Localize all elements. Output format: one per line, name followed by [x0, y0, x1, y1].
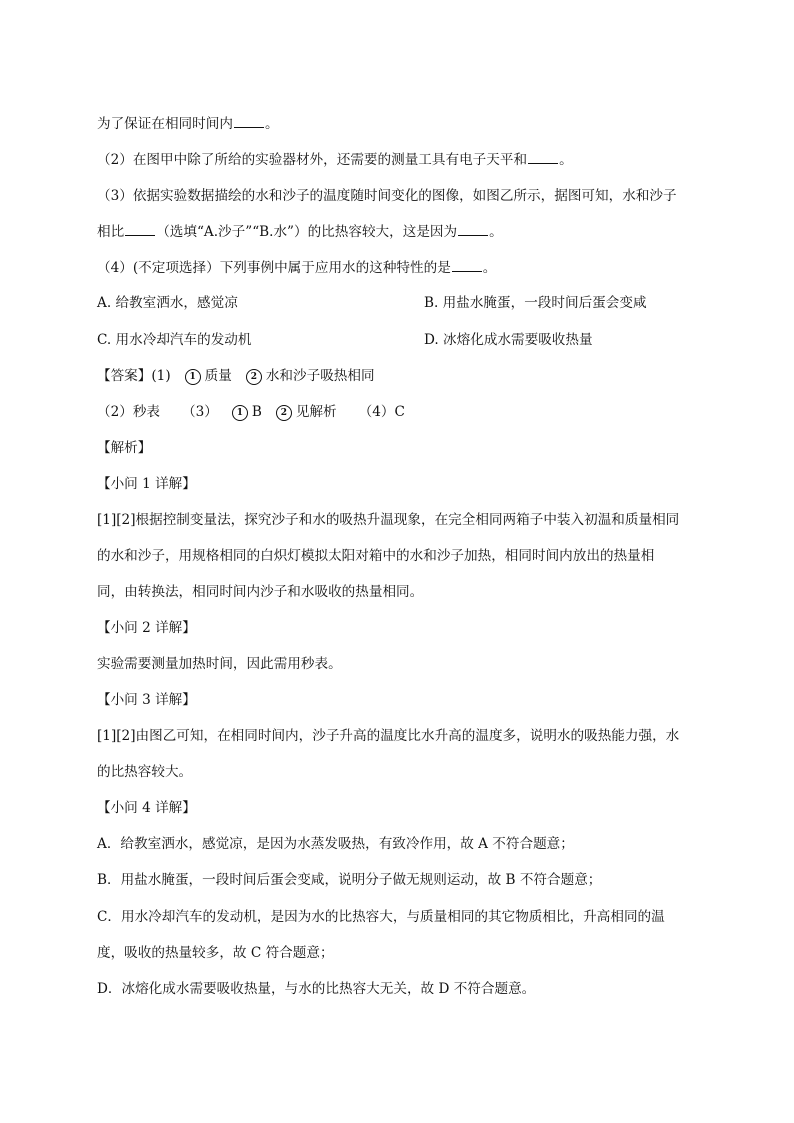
answer-blank [458, 222, 488, 236]
section-4-c-1: C．用水冷却汽车的发动机，是因为水的比热容大，与质量相同的其它物质相比，升高相同的温 [97, 909, 665, 925]
question-3-line-1: （3）依据实验数据描绘的水和沙子的温度随时间变化的图像，如图乙所示，据图可知，水和沙子 [97, 188, 677, 204]
section-2-title: 【小问 2 详解】 [97, 620, 196, 636]
q2-text: （2）在图甲中除了所给的实验器材外，还需要的测量工具有电子天平和 [97, 152, 528, 168]
section-3-line-1: [1][2]由图乙可知，在相同时间内，沙子升高的温度比水升高的温度多，说明水的吸热能力强，水 [97, 728, 680, 744]
answer-blank [125, 222, 155, 236]
answer-blank [234, 114, 264, 128]
answer-label: 【答案】 [97, 368, 152, 384]
question-1-tail: 为了保证在相同时间内 。 [97, 116, 279, 132]
circled-number: 1 [232, 405, 248, 421]
section-1-line-1: [1][2]根据控制变量法，探究沙子和水的吸热升温现象，在完全相同两箱子中装入初温和质量相同 [97, 512, 680, 528]
section-1-line-3: 同，由转换法，相同时间内沙子和水吸收的热量相同。 [97, 584, 424, 600]
question-3-line-2: 相比 （选填“A.沙子”“B.水”）的比热容较大，这是因为 。 [97, 224, 503, 240]
section-2-line-1: 实验需要测量加热时间，因此需用秒表。 [97, 656, 342, 672]
question-2: （2）在图甲中除了所给的实验器材外，还需要的测量工具有电子天平和 。 [97, 152, 573, 168]
circled-number: 2 [246, 369, 262, 385]
section-4-c-2: 度，吸收的热量较多，故 C 符合题意； [97, 945, 334, 961]
answer-line-2: （2）秒表 （3） 1 B 2 见解析 （4）C [97, 404, 405, 420]
option-d: D. 冰熔化成水需要吸收热量 [424, 332, 593, 348]
section-4-d: D．冰熔化成水需要吸收热量，与水的比热容大无关，故 D 不符合题意。 [97, 981, 536, 997]
q1-text: 为了保证在相同时间内 [97, 116, 233, 132]
section-3-title: 【小问 3 详解】 [97, 692, 196, 708]
answer-blank [452, 258, 482, 272]
option-a: A. 给教室洒水，感觉凉 [97, 295, 238, 311]
answer-line-1: 【答案】(1) 1 质量 2 水和沙子吸热相同 [97, 368, 375, 384]
section-4-a: A．给教室洒水，感觉凉，是因为水蒸发吸热，有致冷作用，故 A 不符合题意； [97, 836, 574, 852]
section-3-line-2: 的比热容较大。 [97, 764, 193, 780]
answer-blank [528, 150, 558, 164]
section-4-title: 【小问 4 详解】 [97, 800, 196, 816]
section-1-title: 【小问 1 详解】 [97, 476, 196, 492]
analysis-label: 【解析】 [97, 440, 152, 456]
option-b: B. 用盐水腌蛋，一段时间后蛋会变咸 [424, 295, 647, 311]
option-c: C. 用水冷却汽车的发动机 [97, 332, 252, 348]
circled-number: 1 [185, 369, 201, 385]
section-4-b: B．用盐水腌蛋，一段时间后蛋会变咸，说明分子做无规则运动，故 B 不符合题意； [97, 872, 602, 888]
section-1-line-2: 的水和沙子，用规格相同的白炽灯模拟太阳对箱中的水和沙子加热，相同时间内放出的热量相 [97, 548, 655, 564]
circled-number: 2 [276, 405, 292, 421]
question-4: （4）(不定项选择）下列事例中属于应用水的这种特性的是 。 [97, 260, 497, 276]
